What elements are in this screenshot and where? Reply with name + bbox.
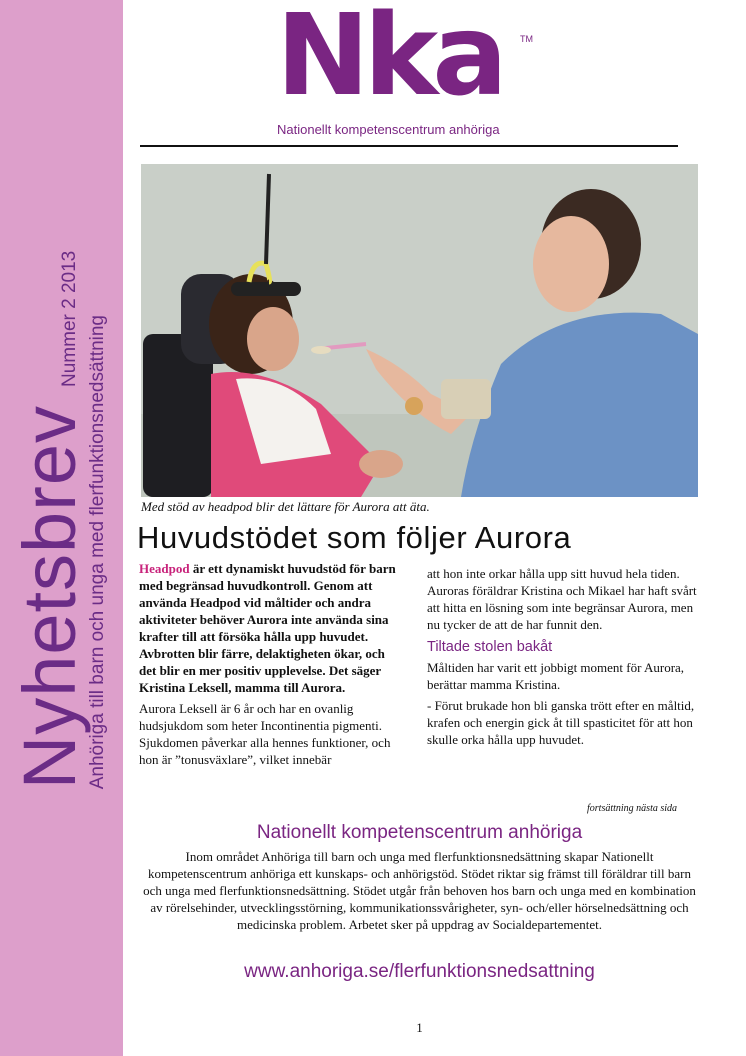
- org-description: Inom området Anhöriga till barn och unga med flerfunktionsnedsättning skapar Nationellt kompetenscentrum anhöriga ett kunskaps- och anhörigstöd. Stödet riktar sig främst till föräldrar till barn och unga med flerfunktionsnedsättning. Stödet utgår från behoven hos barn och unga med en kombination av rörelsehinder, utvecklingsstörning, kommunikationssvårigheter, syn- och/eller hörselnedsättning och medicinska problem. Arbetet sker på uppdrag av Socialdepartementet.: [143, 849, 696, 932]
- lead-text: är ett dynamiskt huvudstöd för barn med begränsad huvudkontroll. Genom att använda Headpod vid måltider och andra aktiviteter behöver Aurora inte använda sina krafter till att försöka hålla upp huvudet. Avbrotten blir färre, delaktigheten ökar, och det blir en mer positiv upplevelse. Det säger Kristina Leksell, mamma till Aurora.: [139, 561, 396, 695]
- article-paragraph-2: Måltiden har varit ett jobbigt moment för Aurora, berättar mamma Kristina.: [427, 660, 685, 692]
- org-title: Nationellt kompetenscentrum anhöriga: [256, 822, 583, 843]
- org-link[interactable]: www.anhoriga.se/flerfunktionsnedsattning: [244, 961, 595, 982]
- issue-number: Nummer 2 2013: [58, 250, 80, 387]
- sidebar-band: [0, 0, 123, 1056]
- header-rule: [140, 145, 678, 147]
- logo-subtitle: Nationellt kompetenscentrum anhöriga: [277, 122, 500, 137]
- article-headline: Huvudstödet som följer Aurora: [137, 520, 572, 555]
- article-subhead: Tiltade stolen bakåt: [427, 639, 553, 655]
- lead-highlight: Headpod: [139, 561, 190, 576]
- article-paragraph-1-cont: att hon inte orkar hålla upp sitt huvud hela tiden. Auroras föräldrar Kristina och Mikael har haft svårt att hitta en lösning som inte begränsar Aurora, men nu tycker de att de har funnit den.: [427, 566, 697, 632]
- logo-wordmark: Nka: [276, 0, 502, 121]
- article-lead: [139, 560, 396, 696]
- photo-caption: Med stöd av headpod blir det lättare för Aurora att äta.: [141, 499, 430, 514]
- article-column-1: [139, 560, 396, 772]
- sidebar-text: [7, 250, 109, 790]
- newsletter-subtitle: Anhöriga till barn och unga med flerfunktionsnedsättning: [87, 315, 109, 790]
- article-photo: [141, 164, 698, 497]
- continued-note: fortsättning nästa sida: [587, 803, 678, 814]
- logo-trademark: TM: [520, 34, 533, 44]
- page-number: 1: [416, 1020, 423, 1035]
- article-paragraph-3: - Förut brukade hon bli ganska trött efter en måltid, krafen och energin gick åt till spasticitet för att hon skulle orka hålla upp huvudet.: [427, 698, 695, 747]
- nka-logo: [270, 0, 540, 143]
- article-column-2: [427, 565, 705, 752]
- newsletter-title: Nyhetsbrev: [7, 404, 91, 790]
- article-paragraph-1: Aurora Leksell är 6 år och har en ovanlig hudsjukdom som heter Incontinentia pigmenti. Sjukdomen påverkar alla hennes funktioner, och hon är ”tonusväxlare”, vilket innebär: [139, 701, 391, 767]
